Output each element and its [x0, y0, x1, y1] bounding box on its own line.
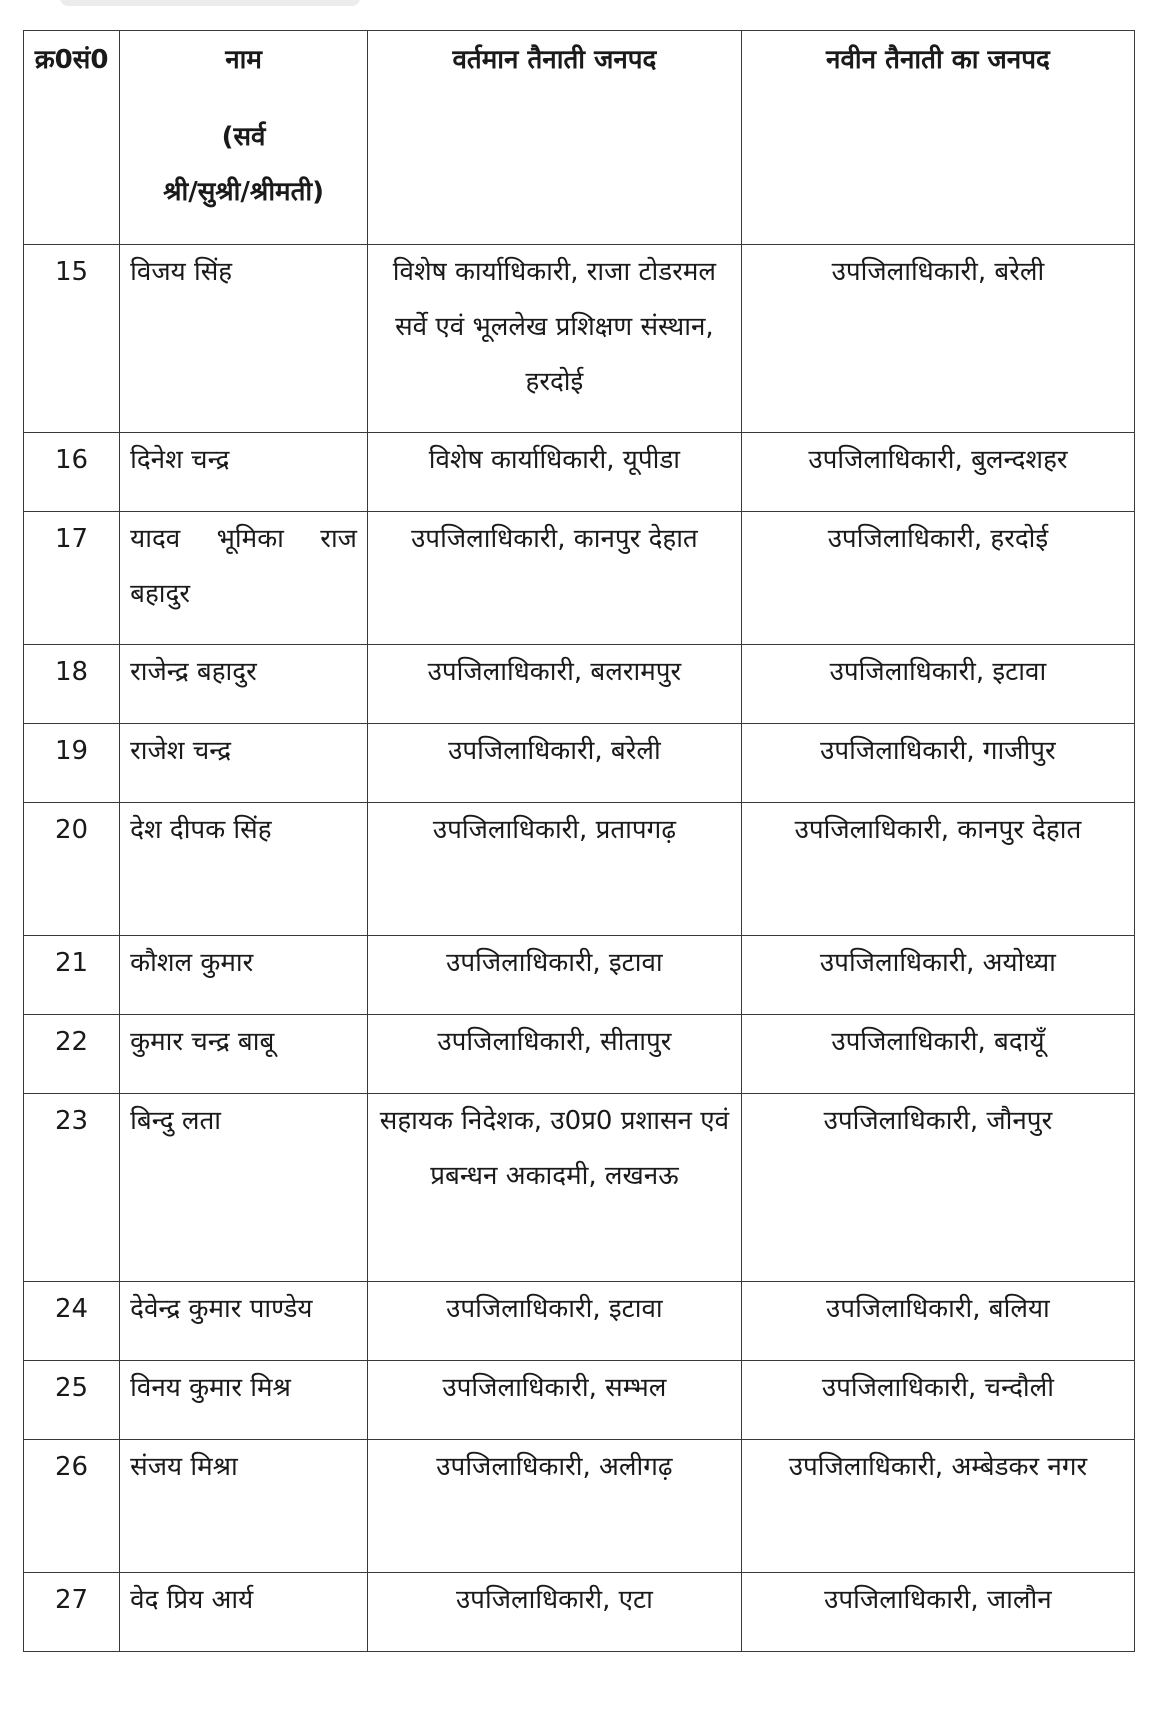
name-cell: बिन्दु लता [120, 1094, 368, 1282]
current-posting-cell: सहायक निदेशक, उ0प्र0 प्रशासन एवं प्रबन्धन अकादमी, लखनऊ [367, 1094, 741, 1282]
current-posting-cell: उपजिलाधिकारी, सीतापुर [367, 1015, 741, 1094]
name-cell: देश दीपक सिंह [120, 803, 368, 936]
page-edge-shadow [60, 0, 360, 6]
header-name-line1: नाम [225, 45, 262, 75]
header-new-posting: नवीन तैनाती का जनपद [741, 31, 1134, 245]
serial-cell: 24 [24, 1282, 120, 1361]
current-posting-cell: उपजिलाधिकारी, अलीगढ़ [367, 1440, 741, 1573]
name-cell: कौशल कुमार [120, 936, 368, 1015]
new-posting-cell: उपजिलाधिकारी, जौनपुर [741, 1094, 1134, 1282]
current-posting-cell: विशेष कार्याधिकारी, राजा टोडरमल सर्वे एवं भूललेख प्रशिक्षण संस्थान, हरदोई [367, 245, 741, 433]
serial-cell: 22 [24, 1015, 120, 1094]
new-posting-cell: उपजिलाधिकारी, चन्दौली [741, 1361, 1134, 1440]
new-posting-cell: उपजिलाधिकारी, इटावा [741, 645, 1134, 724]
serial-cell: 21 [24, 936, 120, 1015]
posting-table [23, 30, 1135, 1652]
serial-cell: 19 [24, 724, 120, 803]
current-posting-cell: उपजिलाधिकारी, इटावा [367, 936, 741, 1015]
table-row [24, 512, 1135, 645]
new-posting-cell: उपजिलाधिकारी, बुलन्दशहर [741, 433, 1134, 512]
name-cell: राजेश चन्द्र [120, 724, 368, 803]
table-row [24, 245, 1135, 433]
table-row [24, 1094, 1135, 1282]
current-posting-cell: विशेष कार्याधिकारी, यूपीडा [367, 433, 741, 512]
name-cell: यादव भूमिका राज बहादुर [120, 512, 368, 645]
header-serial: क्र0सं0 [24, 31, 120, 245]
table-row [24, 1440, 1135, 1573]
new-posting-cell: उपजिलाधिकारी, गाजीपुर [741, 724, 1134, 803]
serial-cell: 16 [24, 433, 120, 512]
name-cell: दिनेश चन्द्र [120, 433, 368, 512]
table-row [24, 1282, 1135, 1361]
table-row [24, 1573, 1135, 1652]
serial-cell: 25 [24, 1361, 120, 1440]
table-row [24, 1361, 1135, 1440]
name-cell: राजेन्द्र बहादुर [120, 645, 368, 724]
header-name-line3: श्री/सुश्री/श्रीमती) [163, 177, 325, 207]
table-row [24, 803, 1135, 936]
serial-cell: 27 [24, 1573, 120, 1652]
new-posting-cell: उपजिलाधिकारी, कानपुर देहात [741, 803, 1134, 936]
current-posting-cell: उपजिलाधिकारी, प्रतापगढ़ [367, 803, 741, 936]
table-row [24, 936, 1135, 1015]
new-posting-cell: उपजिलाधिकारी, बलिया [741, 1282, 1134, 1361]
new-posting-cell: उपजिलाधिकारी, बदायूँ [741, 1015, 1134, 1094]
current-posting-cell: उपजिलाधिकारी, बरेली [367, 724, 741, 803]
name-cell: वेद प्रिय आर्य [120, 1573, 368, 1652]
new-posting-cell: उपजिलाधिकारी, अयोध्या [741, 936, 1134, 1015]
new-posting-cell: उपजिलाधिकारी, जालौन [741, 1573, 1134, 1652]
table-row [24, 645, 1135, 724]
current-posting-cell: उपजिलाधिकारी, एटा [367, 1573, 741, 1652]
serial-cell: 20 [24, 803, 120, 936]
new-posting-cell: उपजिलाधिकारी, हरदोई [741, 512, 1134, 645]
name-cell: देवेन्द्र कुमार पाण्डेय [120, 1282, 368, 1361]
header-name-line2: (सर्व [221, 122, 266, 152]
current-posting-cell: उपजिलाधिकारी, बलरामपुर [367, 645, 741, 724]
table-row [24, 724, 1135, 803]
name-cell: कुमार चन्द्र बाबू [120, 1015, 368, 1094]
new-posting-cell: उपजिलाधिकारी, अम्बेडकर नगर [741, 1440, 1134, 1573]
serial-cell: 17 [24, 512, 120, 645]
header-current-posting: वर्तमान तैनाती जनपद [367, 31, 741, 245]
current-posting-cell: उपजिलाधिकारी, इटावा [367, 1282, 741, 1361]
serial-cell: 26 [24, 1440, 120, 1573]
table-row [24, 1015, 1135, 1094]
name-cell: विनय कुमार मिश्र [120, 1361, 368, 1440]
new-posting-cell: उपजिलाधिकारी, बरेली [741, 245, 1134, 433]
current-posting-cell: उपजिलाधिकारी, सम्भल [367, 1361, 741, 1440]
name-cell: संजय मिश्रा [120, 1440, 368, 1573]
table-row [24, 433, 1135, 512]
serial-cell: 23 [24, 1094, 120, 1282]
table-header-row [24, 31, 1135, 245]
serial-cell: 15 [24, 245, 120, 433]
header-name [120, 31, 368, 245]
current-posting-cell: उपजिलाधिकारी, कानपुर देहात [367, 512, 741, 645]
serial-cell: 18 [24, 645, 120, 724]
name-cell: विजय सिंह [120, 245, 368, 433]
